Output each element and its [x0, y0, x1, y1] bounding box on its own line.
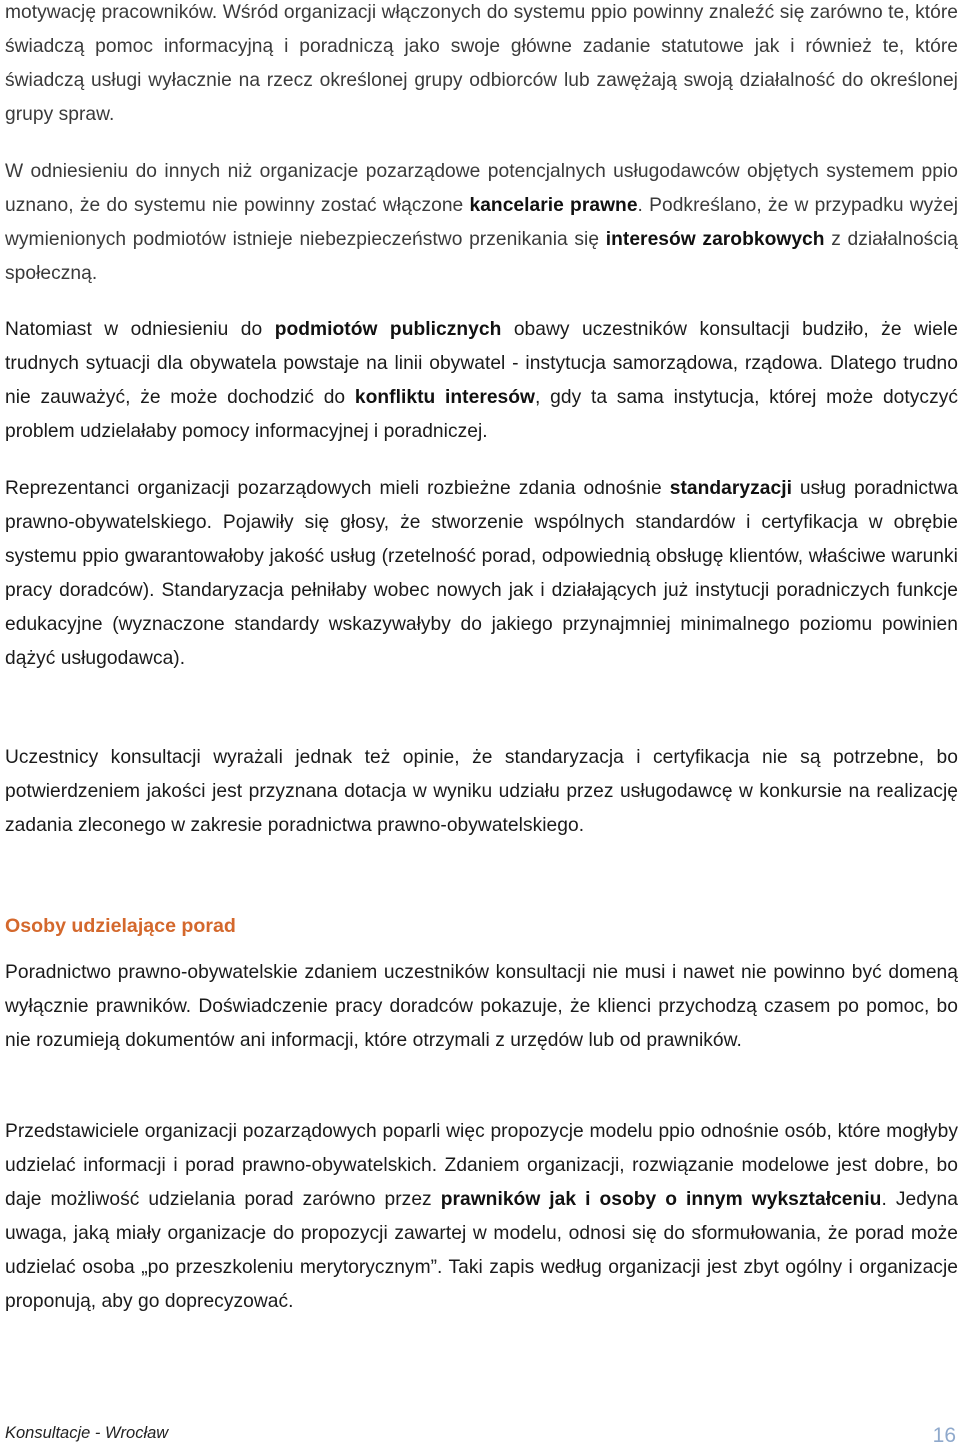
text-run: z działalnością społeczną. [5, 229, 958, 284]
paragraph [5, 741, 958, 843]
text-run: motywację pracowników. Wśród organizacji włączonych do systemu ppio powinny znaleźć się zarówno te, które świadczą pomoc informacyjną i poradniczą jako swoje główne zadanie statutowe jak i również te, które świadczą usługi wyłacznie na rzecz określonej grupy odbiorców lub zawężają swoją działalność do określonej grupy spraw. [5, 2, 958, 125]
section-heading: Osoby udzielające porad [5, 915, 236, 937]
bold-phrase: konfliktu interesów [354, 387, 536, 408]
paragraph [5, 155, 958, 291]
text-run: . Jedyna uwaga, jaką miały organizacje do propozycji zawartej w modelu, odnosi się do sformułowania, że porad może udzielać osoba „po przeszkoleniu merytorycznym”. Taki zapis według organizacji jest zbyt ogólny i organizacje proponują, aby go doprecyzować. [5, 1189, 959, 1312]
page-number: 16 [932, 1424, 956, 1447]
footer-title: Konsultacje - Wrocław [5, 1424, 169, 1442]
paragraph [5, 472, 958, 676]
paragraph [5, 956, 958, 1058]
bold-phrase: prawników jak i osoby o innym wykształceniu [440, 1189, 882, 1210]
bold-phrase: interesów zarobkowych [605, 229, 825, 250]
bold-phrase: podmiotów publicznych [274, 319, 502, 340]
text-run: usług poradnictwa prawno-obywatelskiego. Pojawiły się głosy, że stworzenie wspólnych standardów i certyfikacja w obrębie systemu ppio gwarantowałoby jakość usług (rzetelność porad, odpowiednią obsługę klientów, właściwe warunki pracy doradców). Standaryzacja pełniłaby wobec nowych jak i działających już instytucji poradniczych funkcje edukacyjne (wyznaczone standardy wskazywałyby do jakiego przynajmniej minimalnego poziomu powinien dążyć usługodawca). [5, 478, 958, 669]
paragraph [5, 0, 958, 132]
text-run: obawy uczestników konsultacji budziło, że wiele trudnych sytuacji dla obywatela powstaje na linii obywatel - instytucja samorządowa, rządowa. Dlatego trudno nie zauważyć, że może dochodzić do [5, 319, 958, 408]
bold-phrase: kancelarie prawne [469, 195, 638, 216]
text-run: Przedstawiciele organizacji pozarządowych poparli więc propozycje modelu ppio odnośnie osób, które mogłyby udzielać informacji i porad prawno-obywatelskich. Zdaniem organizacji, rozwiązanie modelowe jest dobre, bo daje możliwość udzielania porad zarówno przez [5, 1121, 958, 1210]
text-run: Natomiast w odniesieniu do [5, 319, 275, 340]
text-run: Uczestnicy konsultacji wyrażali jednak też opinie, że standaryzacja i certyfikacja nie są potrzebne, bo potwierdzeniem jakości jest przyznana dotacja w wyniku udziału przez usługodawcę w konkursie na realizację zadania zleconego w zakresie poradnictwa prawno-obywatelskiego. [5, 747, 958, 836]
text-run: Reprezentanci organizacji pozarządowych mieli rozbieżne zdania odnośnie [5, 478, 670, 499]
paragraph [5, 1115, 958, 1319]
paragraph [5, 313, 958, 449]
text-run: . Podkreślano, że w przypadku wyżej wymienionych podmiotów istnieje niebezpieczeństwo przenikania się [5, 195, 959, 250]
text-run: , gdy ta sama instytucja, której może dotyczyć problem udzielałaby pomocy informacyjnej i poradniczej. [5, 387, 959, 442]
text-run: Poradnictwo prawno-obywatelskie zdaniem uczestników konsultacji nie musi i nawet nie powinno być domeną wyłącznie prawników. Doświadczenie pracy doradców pokazuje, że klienci przychodzą czasem po pomoc, bo nie rozumieją dokumentów ani informacji, które otrzymali z urzędów lub od prawników. [5, 962, 958, 1051]
text-run: W odniesieniu do innych niż organizacje pozarządowe potencjalnych usługodawców objętych systemem ppio uznano, że do systemu nie powinny zostać włączone [5, 161, 958, 216]
bold-phrase: standaryzacji [669, 478, 792, 499]
